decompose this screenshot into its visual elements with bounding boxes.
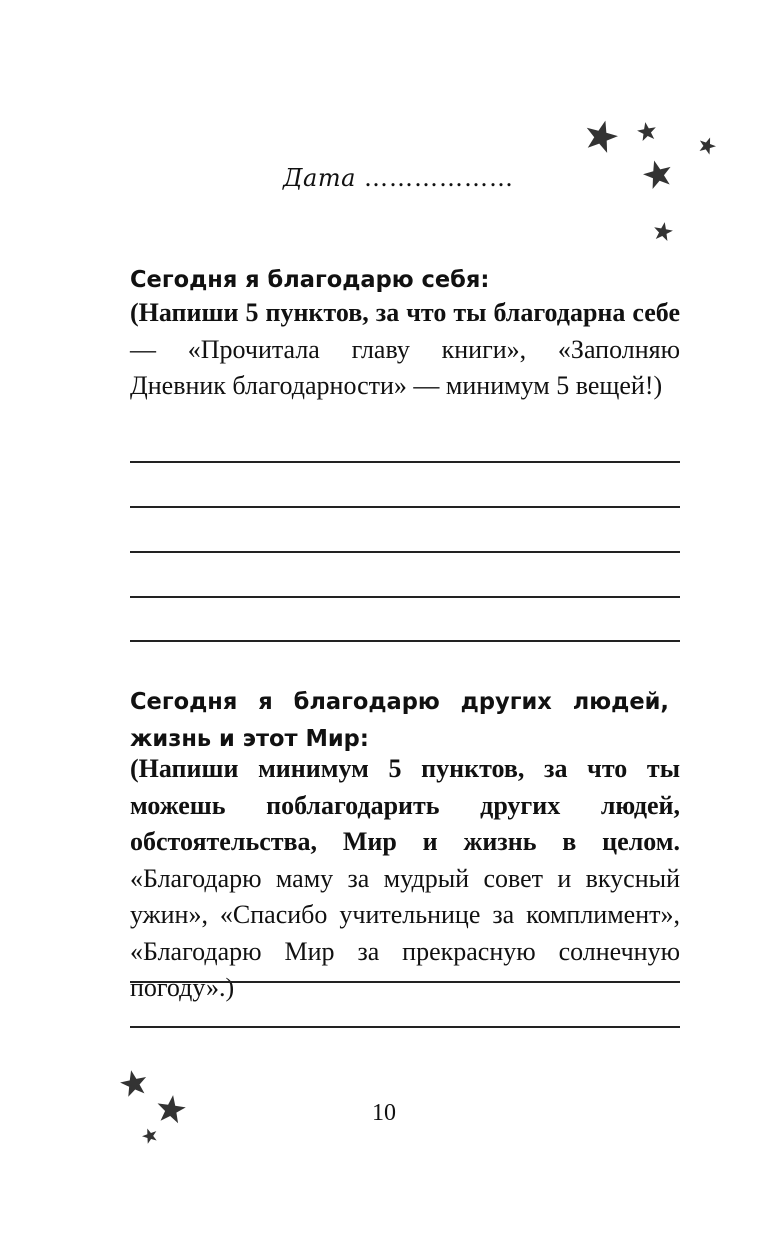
star-icon [653, 222, 673, 242]
answer-line[interactable] [130, 551, 680, 553]
star-icon [642, 160, 674, 190]
section2-instruction-bold: (Напиши минимум 5 пунктов, за что ты можешь поблагодарить других людей, обстоятельства, Мир и жизнь в целом. [130, 754, 680, 856]
section1-instruction-bold: (Напиши 5 пунктов, за что ты благодарна себе [130, 298, 680, 327]
section2-instruction [130, 751, 680, 1007]
answer-line[interactable] [130, 1026, 680, 1028]
section1-heading: Сегодня я благодарю себя: [130, 267, 490, 293]
answer-line[interactable] [130, 596, 680, 598]
section1-instruction [130, 295, 680, 405]
star-icon [120, 1070, 148, 1098]
page-number: 10 [372, 1100, 396, 1126]
section2-heading: Сегодня я благодарю других людей, жизнь и этот Мир: [130, 689, 669, 752]
star-icon [142, 1128, 158, 1144]
date-field[interactable] [283, 164, 514, 192]
section2-instruction-rest: «Благодарю маму за мудрый совет и вкусный ужин», «Спасибо учительнице за комплимент», «Благодарю Мир за прекрасную солнечную погоду».) [130, 863, 680, 1002]
star-icon [637, 122, 657, 142]
answer-line[interactable] [130, 640, 680, 642]
star-icon [584, 120, 618, 154]
star-icon [156, 1095, 186, 1125]
answer-line[interactable] [130, 506, 680, 508]
answer-line[interactable] [130, 461, 680, 463]
date-dots: ……………… [364, 164, 515, 192]
answer-line[interactable] [130, 981, 680, 983]
star-icon [698, 137, 716, 155]
section1-instruction-rest: — «Прочитала главу книги», «Заполняю Дневник благодарности» — минимум 5 вещей!) [130, 334, 680, 400]
date-label: Дата [283, 164, 356, 192]
